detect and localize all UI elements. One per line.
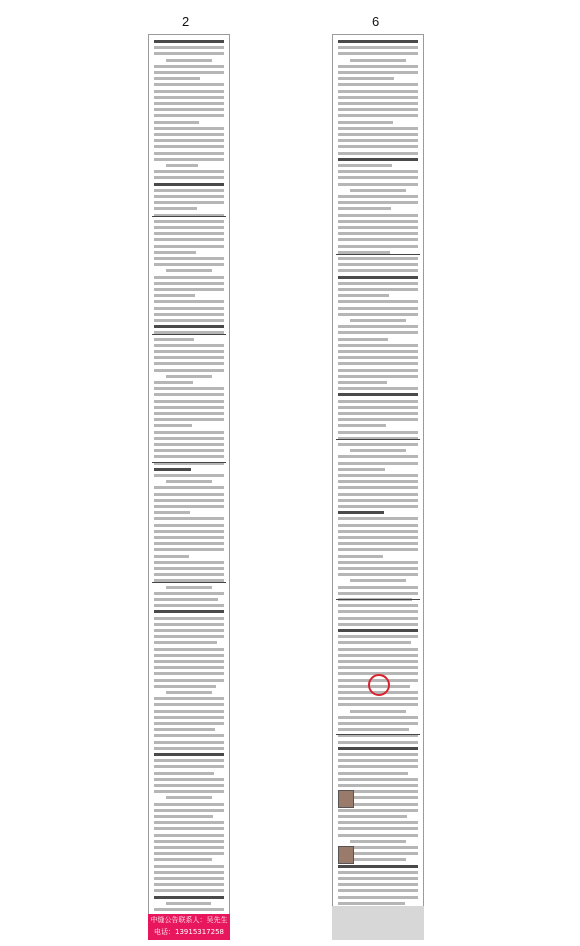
text-line bbox=[154, 846, 224, 849]
text-line bbox=[154, 536, 224, 539]
text-line bbox=[338, 697, 418, 700]
text-line bbox=[154, 716, 224, 719]
text-line bbox=[154, 747, 224, 750]
text-line bbox=[338, 121, 393, 124]
text-line bbox=[154, 604, 224, 607]
text-line bbox=[154, 728, 215, 731]
text-line bbox=[338, 499, 418, 502]
text-line bbox=[154, 455, 224, 458]
text-line bbox=[154, 418, 224, 421]
section-divider bbox=[336, 439, 420, 440]
text-line bbox=[338, 77, 394, 80]
text-line bbox=[338, 238, 418, 241]
text-line bbox=[338, 294, 389, 297]
text-line bbox=[154, 505, 224, 508]
text-line bbox=[154, 189, 224, 192]
text-line bbox=[338, 865, 418, 868]
text-line bbox=[154, 852, 224, 855]
text-line bbox=[350, 189, 406, 192]
text-line bbox=[154, 282, 224, 285]
text-line bbox=[338, 71, 418, 74]
text-line bbox=[350, 579, 406, 582]
text-line bbox=[154, 300, 224, 303]
text-line bbox=[154, 765, 224, 768]
text-line bbox=[154, 790, 224, 793]
text-line bbox=[338, 443, 418, 446]
text-line bbox=[338, 809, 418, 812]
text-line bbox=[338, 350, 418, 353]
text-line bbox=[154, 158, 224, 161]
text-line bbox=[154, 176, 224, 179]
text-line bbox=[154, 114, 224, 117]
text-line bbox=[338, 648, 418, 651]
text-line bbox=[154, 648, 224, 651]
text-line bbox=[154, 263, 224, 266]
text-line bbox=[338, 573, 418, 576]
text-line bbox=[154, 431, 224, 434]
text-line bbox=[338, 83, 418, 86]
text-line bbox=[338, 325, 418, 328]
text-line bbox=[338, 586, 418, 589]
text-line bbox=[154, 666, 224, 669]
text-line bbox=[154, 809, 224, 812]
text-line bbox=[338, 536, 418, 539]
text-line bbox=[154, 524, 224, 527]
text-line bbox=[154, 629, 224, 632]
text-line bbox=[338, 257, 418, 260]
text-line bbox=[338, 300, 418, 303]
text-line bbox=[338, 561, 418, 564]
portrait-photo bbox=[338, 846, 354, 864]
text-line bbox=[154, 617, 224, 620]
text-line bbox=[154, 821, 224, 824]
text-line bbox=[154, 734, 224, 737]
text-line bbox=[338, 412, 418, 415]
text-line bbox=[338, 462, 418, 465]
text-line bbox=[338, 263, 418, 266]
text-line bbox=[154, 294, 195, 297]
text-line bbox=[154, 83, 224, 86]
text-line bbox=[154, 877, 224, 880]
text-line bbox=[154, 889, 224, 892]
text-line bbox=[154, 834, 224, 837]
text-line bbox=[154, 803, 224, 806]
text-line bbox=[338, 214, 418, 217]
text-line bbox=[154, 133, 224, 136]
text-line bbox=[154, 753, 224, 756]
text-line bbox=[154, 362, 224, 365]
text-line bbox=[338, 555, 383, 558]
portrait-photo bbox=[338, 790, 354, 808]
text-line bbox=[338, 617, 418, 620]
text-line bbox=[338, 511, 384, 514]
text-line bbox=[338, 666, 418, 669]
text-line bbox=[154, 71, 224, 74]
text-line bbox=[154, 883, 224, 886]
contact-ad-line2: 电话：13915317258 bbox=[154, 928, 224, 936]
text-line bbox=[338, 753, 418, 756]
text-line bbox=[338, 232, 418, 235]
text-line bbox=[154, 858, 212, 861]
text-line bbox=[154, 356, 224, 359]
text-line bbox=[154, 145, 224, 148]
text-line bbox=[154, 350, 224, 353]
text-line bbox=[154, 635, 224, 638]
text-line bbox=[154, 672, 224, 675]
text-line bbox=[154, 325, 224, 328]
text-line bbox=[338, 65, 418, 68]
text-line bbox=[338, 660, 418, 663]
contact-ad-banner bbox=[148, 914, 230, 940]
red-seal-stamp bbox=[368, 674, 390, 696]
text-line bbox=[154, 486, 224, 489]
text-line bbox=[154, 276, 224, 279]
text-line bbox=[350, 59, 406, 62]
section-divider bbox=[152, 216, 226, 217]
text-line bbox=[154, 152, 224, 155]
text-line bbox=[154, 424, 192, 427]
text-line bbox=[154, 201, 224, 204]
text-line bbox=[338, 145, 418, 148]
text-line bbox=[166, 59, 212, 62]
text-line bbox=[338, 176, 418, 179]
text-line bbox=[154, 449, 224, 452]
text-line bbox=[338, 567, 418, 570]
text-line bbox=[154, 685, 216, 688]
text-line bbox=[338, 164, 392, 167]
text-line bbox=[338, 344, 418, 347]
text-line bbox=[338, 418, 418, 421]
text-line bbox=[154, 561, 224, 564]
section-divider bbox=[336, 599, 420, 600]
text-line bbox=[338, 40, 418, 43]
text-line bbox=[154, 598, 218, 601]
page-number: 2 bbox=[182, 14, 190, 29]
section-divider bbox=[336, 734, 420, 735]
text-line bbox=[154, 381, 193, 384]
text-line bbox=[338, 288, 418, 291]
text-line bbox=[338, 207, 391, 210]
text-line bbox=[338, 108, 418, 111]
text-line bbox=[338, 747, 418, 750]
text-line bbox=[338, 635, 418, 638]
text-line bbox=[154, 827, 224, 830]
text-line bbox=[338, 170, 418, 173]
text-line bbox=[338, 338, 388, 341]
text-line bbox=[338, 821, 418, 824]
text-line bbox=[338, 722, 418, 725]
text-line bbox=[154, 443, 224, 446]
text-line bbox=[154, 96, 224, 99]
text-line bbox=[154, 710, 224, 713]
text-line bbox=[154, 52, 224, 55]
text-line bbox=[154, 741, 224, 744]
text-line bbox=[338, 331, 418, 334]
text-line bbox=[338, 716, 418, 719]
text-line bbox=[338, 90, 418, 93]
section-divider bbox=[152, 334, 226, 335]
text-line bbox=[338, 480, 418, 483]
text-line bbox=[338, 902, 405, 905]
text-line bbox=[154, 641, 217, 644]
gray-notice-box bbox=[332, 906, 424, 940]
text-line bbox=[154, 896, 224, 899]
text-line bbox=[154, 778, 224, 781]
text-line bbox=[154, 393, 224, 396]
text-line bbox=[338, 759, 418, 762]
text-line bbox=[154, 530, 224, 533]
text-line bbox=[154, 238, 224, 241]
text-line bbox=[338, 629, 418, 632]
text-line bbox=[338, 52, 418, 55]
text-line bbox=[338, 883, 418, 886]
text-line bbox=[338, 152, 418, 155]
text-line bbox=[154, 499, 224, 502]
text-line bbox=[350, 449, 406, 452]
text-line bbox=[154, 65, 224, 68]
text-line bbox=[338, 114, 418, 117]
text-line bbox=[154, 660, 224, 663]
text-line bbox=[338, 728, 409, 731]
text-line bbox=[154, 517, 224, 520]
text-line bbox=[154, 307, 224, 310]
text-line bbox=[338, 623, 418, 626]
text-line bbox=[154, 468, 191, 471]
text-line bbox=[338, 871, 418, 874]
text-line bbox=[154, 387, 224, 390]
text-line bbox=[338, 393, 418, 396]
text-line bbox=[338, 548, 418, 551]
text-line bbox=[154, 251, 196, 254]
text-line bbox=[338, 387, 418, 390]
text-line bbox=[338, 592, 418, 595]
text-line bbox=[338, 542, 418, 545]
text-line bbox=[338, 276, 418, 279]
text-line bbox=[166, 796, 212, 799]
text-line bbox=[338, 362, 418, 365]
text-line bbox=[154, 623, 224, 626]
text-line bbox=[166, 691, 212, 694]
text-line bbox=[338, 307, 418, 310]
text-line bbox=[338, 703, 418, 706]
text-line bbox=[338, 474, 418, 477]
text-line bbox=[154, 412, 224, 415]
text-line bbox=[338, 517, 418, 520]
text-line bbox=[154, 400, 224, 403]
text-line bbox=[154, 437, 224, 440]
text-line bbox=[338, 424, 386, 427]
text-line bbox=[338, 877, 418, 880]
text-line bbox=[338, 455, 418, 458]
text-line bbox=[166, 902, 211, 905]
text-line bbox=[338, 133, 418, 136]
text-line bbox=[338, 610, 418, 613]
text-line bbox=[154, 90, 224, 93]
text-line bbox=[154, 784, 224, 787]
text-line bbox=[350, 840, 406, 843]
text-line bbox=[338, 834, 418, 837]
text-line bbox=[338, 195, 418, 198]
text-line bbox=[154, 493, 224, 496]
text-line bbox=[154, 406, 224, 409]
text-line bbox=[154, 592, 224, 595]
section-divider bbox=[152, 582, 226, 583]
right-column bbox=[332, 34, 424, 940]
text-line bbox=[154, 121, 199, 124]
section-divider bbox=[152, 462, 226, 463]
text-line bbox=[154, 288, 224, 291]
text-line bbox=[338, 369, 418, 372]
text-line bbox=[166, 586, 212, 589]
text-line bbox=[154, 344, 224, 347]
text-line bbox=[338, 772, 408, 775]
text-line bbox=[154, 207, 197, 210]
text-line bbox=[338, 356, 418, 359]
text-line bbox=[154, 40, 224, 43]
text-line bbox=[154, 703, 224, 706]
text-line bbox=[154, 865, 224, 868]
text-line bbox=[154, 722, 224, 725]
text-line bbox=[154, 759, 224, 762]
text-line bbox=[154, 679, 224, 682]
text-line bbox=[154, 573, 224, 576]
text-line bbox=[166, 375, 212, 378]
text-line bbox=[154, 511, 190, 514]
text-line bbox=[154, 555, 189, 558]
text-line bbox=[154, 319, 224, 322]
text-line bbox=[154, 257, 224, 260]
text-line bbox=[166, 269, 212, 272]
text-line bbox=[154, 139, 224, 142]
left-column bbox=[148, 34, 230, 940]
text-line bbox=[154, 815, 213, 818]
text-line bbox=[166, 480, 212, 483]
text-line bbox=[154, 313, 224, 316]
text-line bbox=[154, 127, 224, 130]
text-line bbox=[338, 431, 418, 434]
text-line bbox=[154, 542, 224, 545]
text-line bbox=[338, 201, 418, 204]
text-line bbox=[154, 46, 224, 49]
left-newspaper-page bbox=[140, 0, 230, 946]
text-line bbox=[154, 77, 200, 80]
text-line bbox=[154, 548, 224, 551]
text-line bbox=[154, 474, 224, 477]
text-line bbox=[338, 406, 418, 409]
text-line bbox=[154, 772, 214, 775]
text-line bbox=[154, 697, 224, 700]
text-line bbox=[166, 164, 198, 167]
text-line bbox=[338, 226, 418, 229]
text-line bbox=[338, 183, 418, 186]
text-line bbox=[338, 282, 418, 285]
text-line bbox=[338, 530, 418, 533]
text-line bbox=[154, 908, 224, 911]
text-line bbox=[338, 641, 411, 644]
contact-ad-line1: 中缝公告联系人：吴先生 bbox=[150, 916, 228, 924]
text-line bbox=[154, 195, 224, 198]
text-line bbox=[154, 183, 224, 186]
text-line bbox=[338, 486, 418, 489]
text-line bbox=[338, 784, 418, 787]
text-line bbox=[338, 654, 418, 657]
text-line bbox=[154, 567, 224, 570]
text-line bbox=[338, 468, 385, 471]
text-line bbox=[154, 232, 224, 235]
text-line bbox=[154, 245, 224, 248]
text-line bbox=[154, 226, 224, 229]
text-line bbox=[154, 610, 224, 613]
text-line bbox=[154, 654, 224, 657]
page-number: 6 bbox=[372, 14, 380, 29]
text-line bbox=[338, 220, 418, 223]
text-line bbox=[338, 524, 418, 527]
text-line bbox=[154, 108, 224, 111]
text-line bbox=[338, 741, 418, 744]
text-line bbox=[338, 604, 418, 607]
text-line bbox=[154, 220, 224, 223]
text-line bbox=[338, 46, 418, 49]
text-line bbox=[154, 871, 224, 874]
text-line bbox=[338, 269, 418, 272]
text-line bbox=[154, 170, 224, 173]
text-line bbox=[338, 313, 418, 316]
text-line bbox=[338, 889, 418, 892]
text-line bbox=[338, 96, 418, 99]
text-line bbox=[338, 139, 418, 142]
text-line bbox=[338, 505, 418, 508]
text-line bbox=[350, 710, 406, 713]
text-line bbox=[338, 765, 418, 768]
text-line bbox=[338, 158, 418, 161]
text-line bbox=[154, 840, 224, 843]
text-line bbox=[338, 127, 418, 130]
text-line bbox=[338, 827, 418, 830]
section-divider bbox=[336, 254, 420, 255]
text-line bbox=[338, 375, 418, 378]
text-line bbox=[338, 102, 418, 105]
text-line bbox=[338, 245, 418, 248]
text-line bbox=[338, 493, 418, 496]
text-line bbox=[154, 102, 224, 105]
right-newspaper-page bbox=[330, 0, 424, 946]
text-line bbox=[338, 400, 418, 403]
text-line bbox=[338, 381, 387, 384]
text-line bbox=[154, 369, 224, 372]
text-line bbox=[338, 778, 418, 781]
text-line bbox=[338, 815, 407, 818]
text-line bbox=[154, 338, 194, 341]
text-line bbox=[350, 319, 406, 322]
text-line bbox=[338, 896, 418, 899]
